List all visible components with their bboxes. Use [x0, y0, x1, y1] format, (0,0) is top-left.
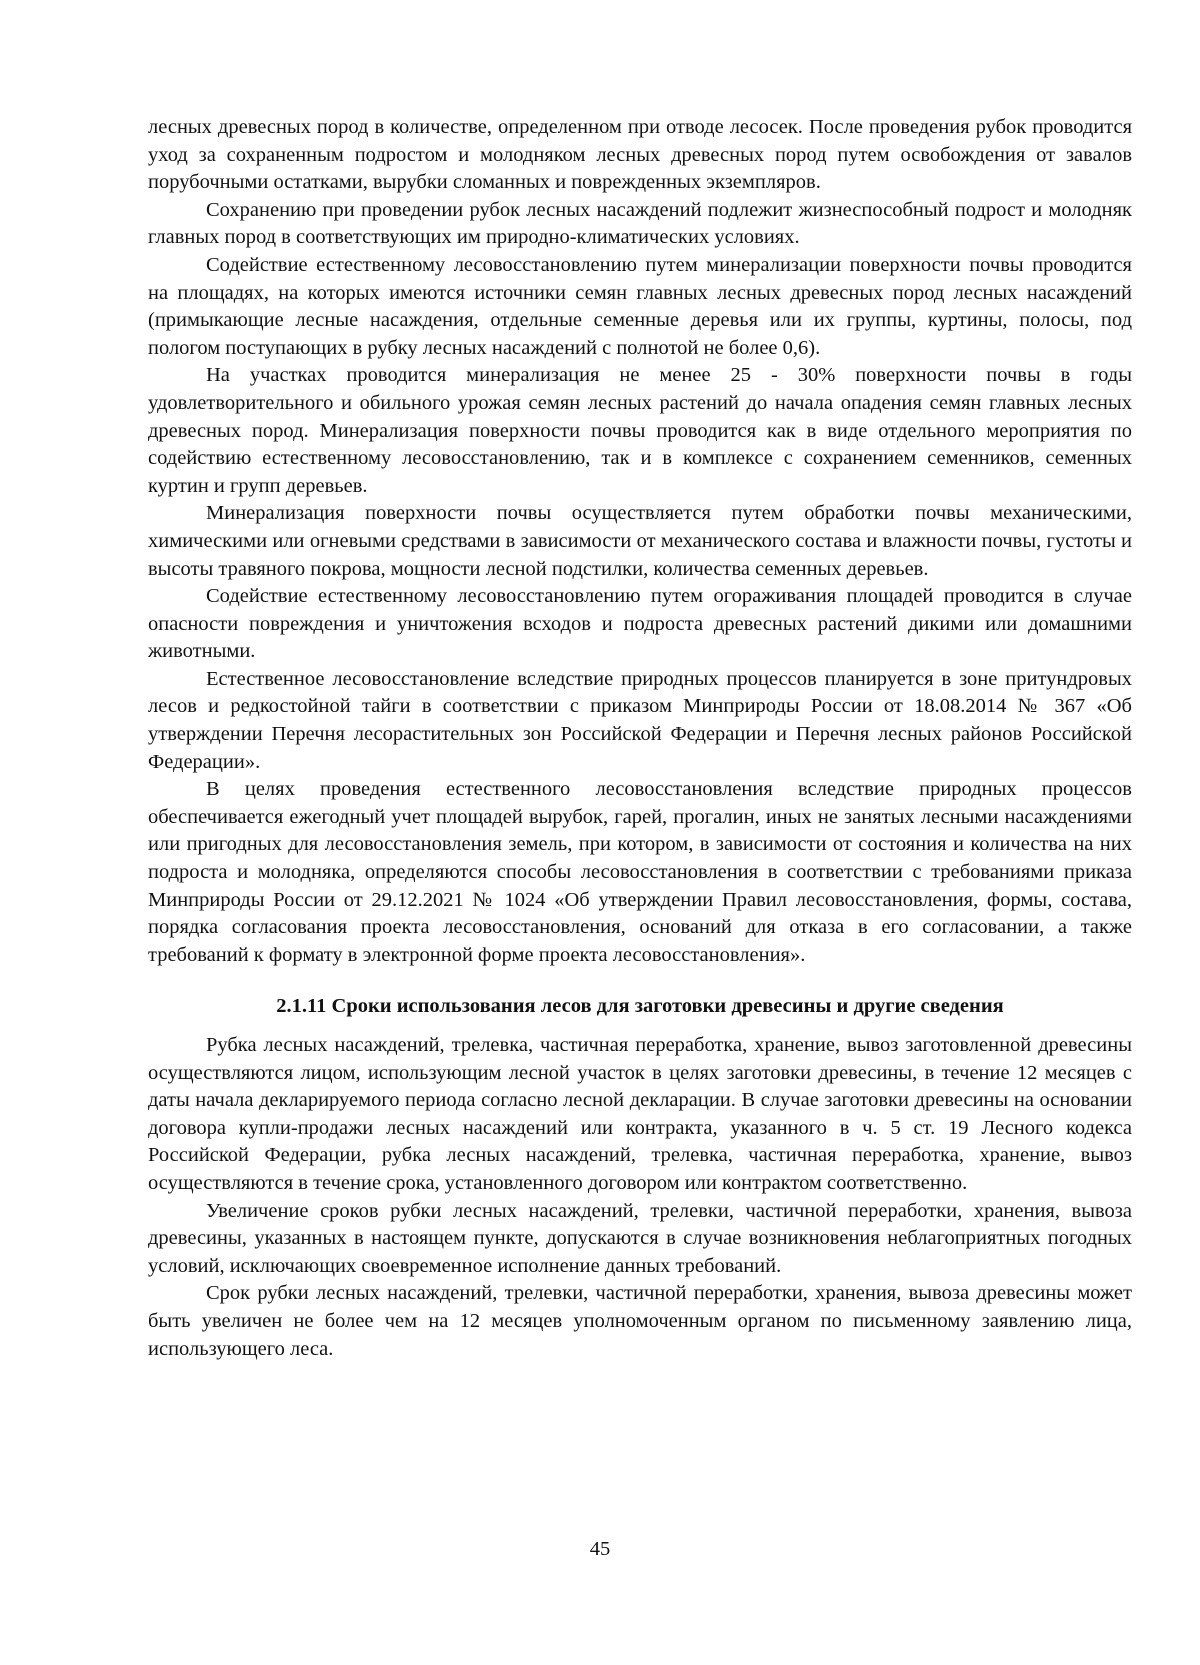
paragraph: Естественное лесовосстановление вследствие природных процессов планируется в зоне притундровых лесов и редкостойной тайги в соответствии с приказом Минприроды России от 18.08.2014 № 367 «Об утверждении Перечня лесорастительных зон Российской Федерации и Перечня лесных районов Российской Федерации».	[148, 667, 1132, 773]
paragraph: В целях проведения естественного лесовосстановления вследствие природных процессов обеспечивается ежегодный учет площадей вырубок, гарей, прогалин, иных не занятых лесными насаждениями или пригодных для лесовосстановления земель, при котором, в зависимости от состояния и количества на них подроста и молодняка, определяются способы лесовосстановления в соответствии с требованиями приказа Минприроды России от 29.12.2021 № 1024 «Об утверждении Правил лесовосстановления, формы, состава, порядка согласования проекта лесовосстановления, оснований для отказа в его согласовании, а также требований к формату в электронной форме проекта лесовосстановления».	[148, 778, 1132, 966]
paragraph: На участках проводится минерализация не менее 25 - 30% поверхности почвы в годы удовлетворительного и обильного урожая семян лесных растений до начала опадения семян главных лесных древесных пород. Минерализация поверхности почвы проводится как в виде отдельного мероприятия по содействию естественному лесовосстановлению, так и в комплексе с сохранением семенников, семенных куртин и групп деревьев.	[148, 364, 1132, 497]
page-number: 45	[589, 1538, 611, 1560]
paragraph: Увеличение сроков рубки лесных насаждений, трелевки, частичной переработки, хранения, вывоза древесины, указанных в настоящем пункте, допускаются в случае возникновения неблагоприятных погодных условий, исключающих своевременное исполнение данных требований.	[148, 1199, 1132, 1277]
paragraph: Сохранению при проведении рубок лесных насаждений подлежит жизнеспособный подрост и молодняк главных пород в соответствующих им природно-климатических условиях.	[148, 198, 1132, 249]
paragraph: Содействие естественному лесовосстановлению путем минерализации поверхности почвы проводится на площадях, на которых имеются источники семян главных лесных древесных пород лесных насаждений (примыкающие лесные насаждения, отдельные семенные деревья или их группы, куртины, полосы, под пологом поступающих в рубку лесных насаждений с полнотой не более 0,6).	[148, 253, 1132, 359]
paragraph: Минерализация поверхности почвы осуществляется путем обработки почвы механическими, химическими или огневыми средствами в зависимости от механического состава и влажности почвы, густоты и высоты травяного покрова, мощности лесной подстилки, количества семенных деревьев.	[148, 502, 1132, 580]
paragraph: Рубка лесных насаждений, трелевка, частичная переработка, хранение, вывоз заготовленной древесины осуществляются лицом, использующим лесной участок в целях заготовки древесины, в течение 12 месяцев с даты начала декларируемого периода согласно лесной декларации. В случае заготовки древесины на основании договора купли-продажи лесных насаждений или контракта, указанного в ч. 5 ст. 19 Лесного кодекса Российской Федерации, рубка лесных насаждений, трелевка, частичная переработка, хранение, вывоз осуществляются в течение срока, установленного договором или контрактом соответственно.	[148, 1034, 1132, 1194]
paragraph: Содействие естественному лесовосстановлению путем огораживания площадей проводится в случае опасности повреждения и уничтожения всходов и подроста древесных растений дикими или домашними животными.	[148, 585, 1132, 663]
paragraph: лесных древесных пород в количестве, определенном при отводе лесосек. После проведения рубок проводится уход за сохраненным подростом и молодняком лесных древесных пород путем освобождения от завалов порубочными остатками, вырубки сломанных и поврежденных экземпляров.	[148, 116, 1132, 194]
document-body	[148, 114, 1132, 1363]
section-heading: 2.1.11 Сроки использования лесов для заготовки древесины и другие сведения	[276, 995, 1004, 1018]
paragraph: Срок рубки лесных насаждений, трелевки, частичной переработки, хранения, вывоза древесины может быть увеличен не более чем на 12 месяцев уполномоченным органом по письменному заявлению лица, использующего леса.	[148, 1282, 1132, 1360]
